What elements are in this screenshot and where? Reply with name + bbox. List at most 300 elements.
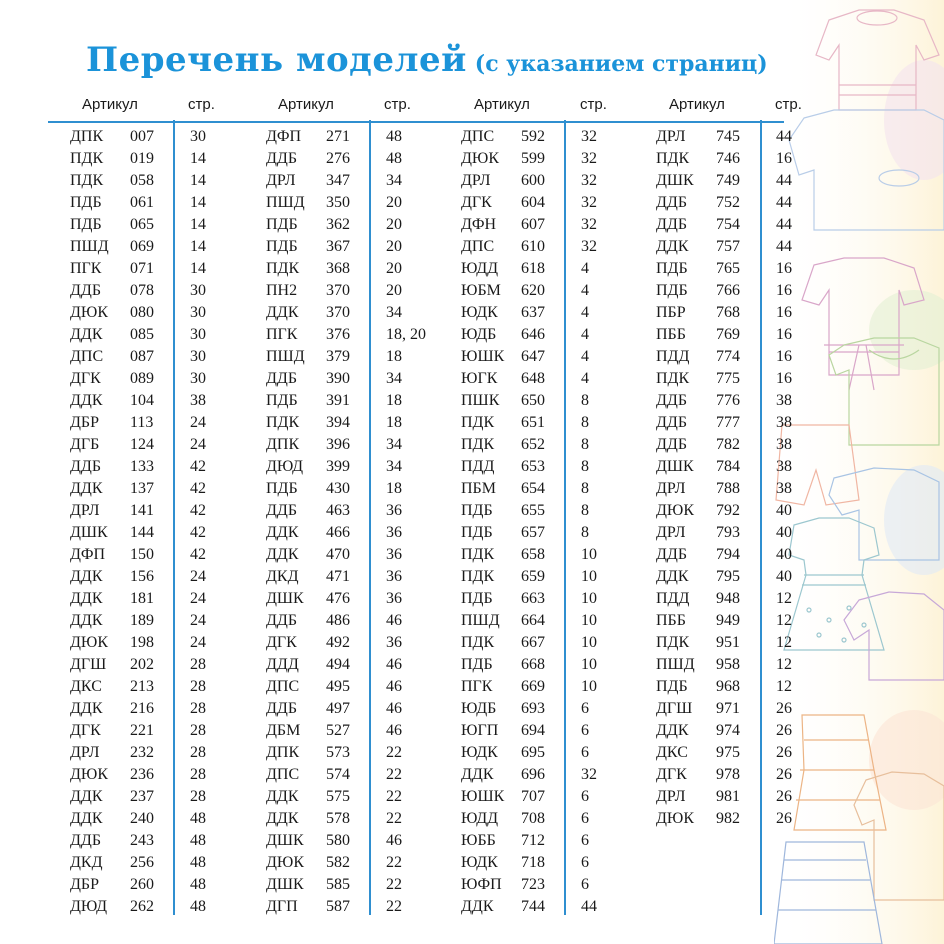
model-number: 695 <box>521 744 545 761</box>
page-number: 6 <box>581 832 589 849</box>
model-number: 658 <box>521 546 545 563</box>
page-number: 46 <box>386 700 402 717</box>
model-code: ДПК <box>70 128 104 145</box>
model-number: 775 <box>716 370 740 387</box>
page-number: 16 <box>776 150 792 167</box>
model-code: ДПК <box>266 436 300 453</box>
model-code: ПДБ <box>266 216 298 233</box>
model-code: ПДК <box>70 172 104 189</box>
model-number: 948 <box>716 590 740 607</box>
page-number: 40 <box>776 546 792 563</box>
model-code: ПББ <box>656 612 686 629</box>
model-code: ЮДБ <box>461 326 497 343</box>
page-number: 4 <box>581 348 589 365</box>
model-code: ДГК <box>70 370 101 387</box>
model-number: 655 <box>521 502 545 519</box>
model-number: 776 <box>716 392 740 409</box>
model-number: 391 <box>326 392 350 409</box>
page-number: 22 <box>386 898 402 915</box>
model-code: ПДК <box>266 414 300 431</box>
model-number: 189 <box>130 612 154 629</box>
page-number: 24 <box>190 590 206 607</box>
page-number: 36 <box>386 568 402 585</box>
model-number: 104 <box>130 392 154 409</box>
model-code: ДДБ <box>656 194 688 211</box>
model-code: ПДБ <box>70 216 102 233</box>
model-number: 492 <box>326 634 350 651</box>
column-divider <box>760 120 762 915</box>
garment-sketches-decoration <box>774 0 944 944</box>
model-number: 788 <box>716 480 740 497</box>
page-number: 12 <box>776 678 792 695</box>
model-code: ДРЛ <box>656 480 686 497</box>
page-number: 18 <box>386 392 402 409</box>
page-number: 42 <box>190 524 206 541</box>
model-number: 394 <box>326 414 350 431</box>
model-number: 620 <box>521 282 545 299</box>
model-number: 582 <box>326 854 350 871</box>
model-code: ДДБ <box>70 458 102 475</box>
model-number: 712 <box>521 832 545 849</box>
page-number: 26 <box>776 810 792 827</box>
model-code: ДДБ <box>656 436 688 453</box>
model-number: 974 <box>716 722 740 739</box>
page-number: 46 <box>386 678 402 695</box>
model-number: 527 <box>326 722 350 739</box>
model-number: 975 <box>716 744 740 761</box>
page-number: 16 <box>776 370 792 387</box>
model-code: ДДК <box>656 238 689 255</box>
model-number: 982 <box>716 810 740 827</box>
model-code: ДЮК <box>266 854 305 871</box>
page-number: 48 <box>190 876 206 893</box>
model-code: ДПС <box>461 238 495 255</box>
model-number: 768 <box>716 304 740 321</box>
model-number: 654 <box>521 480 545 497</box>
model-number: 202 <box>130 656 154 673</box>
column-header-article: Артикул <box>278 96 334 113</box>
model-code: ПН2 <box>266 282 298 299</box>
page-number: 8 <box>581 414 589 431</box>
model-number: 607 <box>521 216 545 233</box>
model-number: 580 <box>326 832 350 849</box>
model-code: ДДБ <box>266 370 298 387</box>
page-number: 20 <box>386 238 402 255</box>
page-number: 44 <box>776 194 792 211</box>
column-header-page: стр. <box>188 96 215 113</box>
page-number: 46 <box>386 612 402 629</box>
model-code: ДФП <box>266 128 302 145</box>
page-number: 44 <box>776 128 792 145</box>
model-number: 765 <box>716 260 740 277</box>
page-number: 22 <box>386 854 402 871</box>
page-number: 44 <box>776 238 792 255</box>
model-number: 604 <box>521 194 545 211</box>
model-code: ДРЛ <box>266 172 296 189</box>
page-number: 18 <box>386 480 402 497</box>
model-code: ЮДК <box>461 854 498 871</box>
model-number: 784 <box>716 458 740 475</box>
model-code: ДЮК <box>656 810 695 827</box>
model-code: ДДБ <box>656 414 688 431</box>
model-code: ДКС <box>656 744 688 761</box>
model-number: 958 <box>716 656 740 673</box>
model-code: ЮДК <box>461 744 498 761</box>
page-number: 26 <box>776 788 792 805</box>
model-code: ПДК <box>70 150 104 167</box>
page-number: 10 <box>581 612 597 629</box>
page-number: 32 <box>581 172 597 189</box>
model-number: 379 <box>326 348 350 365</box>
model-code: ДШК <box>266 590 304 607</box>
model-number: 754 <box>716 216 740 233</box>
model-number: 156 <box>130 568 154 585</box>
model-code: ПДБ <box>266 238 298 255</box>
model-number: 213 <box>130 678 154 695</box>
model-number: 971 <box>716 700 740 717</box>
model-number: 367 <box>326 238 350 255</box>
page-number: 28 <box>190 656 206 673</box>
model-code: ДГШ <box>656 700 693 717</box>
page-number: 10 <box>581 656 597 673</box>
model-number: 774 <box>716 348 740 365</box>
model-code: ПДБ <box>461 590 493 607</box>
model-code: ЮДД <box>461 260 499 277</box>
model-number: 757 <box>716 238 740 255</box>
page-number: 38 <box>776 436 792 453</box>
page-number: 20 <box>386 282 402 299</box>
column-divider <box>173 120 175 915</box>
page-number: 42 <box>190 546 206 563</box>
page-number: 46 <box>386 656 402 673</box>
model-number: 271 <box>326 128 350 145</box>
model-number: 981 <box>716 788 740 805</box>
page-number: 34 <box>386 172 402 189</box>
model-number: 232 <box>130 744 154 761</box>
model-code: ДЮД <box>70 898 108 915</box>
model-code: ДДК <box>266 810 299 827</box>
model-code: ПДК <box>461 414 495 431</box>
page-number: 48 <box>386 150 402 167</box>
model-number: 396 <box>326 436 350 453</box>
model-code: ПБР <box>656 304 686 321</box>
page-number: 8 <box>581 480 589 497</box>
page-number: 6 <box>581 700 589 717</box>
model-code: ДДБ <box>266 700 298 717</box>
model-code: ЮФП <box>461 876 502 893</box>
model-code: ПДК <box>461 436 495 453</box>
model-number: 080 <box>130 304 154 321</box>
header-divider <box>48 121 784 123</box>
column-header-article: Артикул <box>82 96 138 113</box>
model-code: ПШД <box>461 612 500 629</box>
page-number: 40 <box>776 524 792 541</box>
page-number: 32 <box>581 766 597 783</box>
model-number: 968 <box>716 678 740 695</box>
model-number: 216 <box>130 700 154 717</box>
model-code: ПДК <box>461 634 495 651</box>
model-number: 370 <box>326 304 350 321</box>
page-number: 42 <box>190 480 206 497</box>
model-code: ДГП <box>266 898 298 915</box>
page-number: 10 <box>581 590 597 607</box>
model-number: 978 <box>716 766 740 783</box>
model-number: 470 <box>326 546 350 563</box>
model-code: ДПС <box>70 348 104 365</box>
page-number: 34 <box>386 458 402 475</box>
page-number: 16 <box>776 348 792 365</box>
model-code: ПДК <box>656 150 690 167</box>
page-number: 38 <box>776 414 792 431</box>
model-code: ПШД <box>266 348 305 365</box>
model-number: 592 <box>521 128 545 145</box>
model-code: ПББ <box>656 326 686 343</box>
page-number: 8 <box>581 436 589 453</box>
model-code: ДДК <box>656 722 689 739</box>
model-code: ПШК <box>461 392 500 409</box>
model-code: ЮББ <box>461 832 496 849</box>
model-code: ПДБ <box>266 480 298 497</box>
model-code: ДДК <box>266 546 299 563</box>
page-number: 24 <box>190 612 206 629</box>
model-number: 650 <box>521 392 545 409</box>
page-number: 12 <box>776 634 792 651</box>
page-number: 10 <box>581 678 597 695</box>
model-code: ЮДД <box>461 810 499 827</box>
model-code: ДШК <box>266 832 304 849</box>
model-code: ДДБ <box>70 832 102 849</box>
page-number: 36 <box>386 546 402 563</box>
model-number: 745 <box>716 128 740 145</box>
page-number: 28 <box>190 722 206 739</box>
page-number: 10 <box>581 546 597 563</box>
model-number: 777 <box>716 414 740 431</box>
model-code: ЮДБ <box>461 700 497 717</box>
model-code: ДЮК <box>70 304 109 321</box>
model-number: 637 <box>521 304 545 321</box>
model-number: 181 <box>130 590 154 607</box>
model-code: ДДК <box>70 810 103 827</box>
model-number: 399 <box>326 458 350 475</box>
page-number: 38 <box>190 392 206 409</box>
page-number: 48 <box>190 832 206 849</box>
model-code: ДДК <box>656 568 689 585</box>
model-code: ДДК <box>70 788 103 805</box>
model-number: 667 <box>521 634 545 651</box>
model-code: ДДК <box>70 326 103 343</box>
model-number: 262 <box>130 898 154 915</box>
model-number: 071 <box>130 260 154 277</box>
page-number: 8 <box>581 392 589 409</box>
page-number: 22 <box>386 810 402 827</box>
model-number: 723 <box>521 876 545 893</box>
model-number: 707 <box>521 788 545 805</box>
column-header-article: Артикул <box>669 96 725 113</box>
model-code: ПДК <box>656 370 690 387</box>
page-number: 6 <box>581 722 589 739</box>
column-header-page: стр. <box>384 96 411 113</box>
page-number: 24 <box>190 414 206 431</box>
model-code: ДКД <box>70 854 103 871</box>
model-number: 237 <box>130 788 154 805</box>
page-number: 12 <box>776 656 792 673</box>
model-number: 390 <box>326 370 350 387</box>
model-code: ПГК <box>70 260 102 277</box>
model-code: ПДК <box>656 634 690 651</box>
page-number: 14 <box>190 194 206 211</box>
model-number: 471 <box>326 568 350 585</box>
model-number: 600 <box>521 172 545 189</box>
model-number: 463 <box>326 502 350 519</box>
page-number: 42 <box>190 458 206 475</box>
page-number: 48 <box>190 898 206 915</box>
model-number: 065 <box>130 216 154 233</box>
model-code: ДЮК <box>70 766 109 783</box>
model-code: ПДБ <box>461 656 493 673</box>
model-number: 019 <box>130 150 154 167</box>
model-number: 061 <box>130 194 154 211</box>
page-number: 24 <box>190 568 206 585</box>
page-number: 22 <box>386 876 402 893</box>
page-number: 40 <box>776 568 792 585</box>
page-number: 22 <box>386 744 402 761</box>
page-number: 8 <box>581 458 589 475</box>
model-number: 350 <box>326 194 350 211</box>
model-code: ПДК <box>461 568 495 585</box>
page-number: 42 <box>190 502 206 519</box>
model-code: ДДК <box>266 788 299 805</box>
page-number: 4 <box>581 282 589 299</box>
page-number: 36 <box>386 524 402 541</box>
model-number: 646 <box>521 326 545 343</box>
model-code: ПГК <box>266 326 298 343</box>
page-number: 32 <box>581 216 597 233</box>
page-number: 18 <box>386 414 402 431</box>
model-code: ПДД <box>656 590 690 607</box>
model-number: 610 <box>521 238 545 255</box>
model-code: ДРЛ <box>461 172 491 189</box>
model-number: 663 <box>521 590 545 607</box>
model-number: 124 <box>130 436 154 453</box>
page-number: 34 <box>386 370 402 387</box>
model-number: 198 <box>130 634 154 651</box>
page-number: 26 <box>776 722 792 739</box>
model-code: ДДК <box>70 612 103 629</box>
model-number: 370 <box>326 282 350 299</box>
page-number: 12 <box>776 612 792 629</box>
model-number: 648 <box>521 370 545 387</box>
page-number: 4 <box>581 370 589 387</box>
model-code: ДШК <box>656 172 694 189</box>
model-number: 795 <box>716 568 740 585</box>
model-number: 087 <box>130 348 154 365</box>
model-number: 696 <box>521 766 545 783</box>
model-code: ДЮК <box>461 150 500 167</box>
page-number: 34 <box>386 304 402 321</box>
model-number: 652 <box>521 436 545 453</box>
page-number: 20 <box>386 194 402 211</box>
model-number: 668 <box>521 656 545 673</box>
model-number: 362 <box>326 216 350 233</box>
page-number: 28 <box>190 766 206 783</box>
model-number: 949 <box>716 612 740 629</box>
model-code: ДПС <box>461 128 495 145</box>
model-code: ПДБ <box>266 392 298 409</box>
model-number: 347 <box>326 172 350 189</box>
model-number: 708 <box>521 810 545 827</box>
model-number: 578 <box>326 810 350 827</box>
model-number: 746 <box>716 150 740 167</box>
model-number: 495 <box>326 678 350 695</box>
page-number: 32 <box>581 150 597 167</box>
model-number: 113 <box>130 414 154 431</box>
model-code: ДДК <box>266 524 299 541</box>
model-code: ДДК <box>70 590 103 607</box>
model-number: 951 <box>716 634 740 651</box>
model-code: ДФН <box>461 216 497 233</box>
model-code: ПШД <box>70 238 109 255</box>
model-code: ДДБ <box>70 282 102 299</box>
page-number: 18 <box>386 348 402 365</box>
model-code: ДРЛ <box>70 502 100 519</box>
page-number: 14 <box>190 238 206 255</box>
model-code: ДРЛ <box>70 744 100 761</box>
model-number: 078 <box>130 282 154 299</box>
page-number: 20 <box>386 260 402 277</box>
page-number: 10 <box>581 634 597 651</box>
model-code: ДДК <box>70 700 103 717</box>
model-number: 144 <box>130 524 154 541</box>
model-code: ДБР <box>70 876 99 893</box>
model-number: 618 <box>521 260 545 277</box>
model-code: ДДБ <box>266 502 298 519</box>
model-number: 574 <box>326 766 350 783</box>
page-number: 48 <box>386 128 402 145</box>
model-code: ДГК <box>70 722 101 739</box>
page-number: 28 <box>190 678 206 695</box>
model-code: ЮГК <box>461 370 498 387</box>
model-number: 585 <box>326 876 350 893</box>
page-number: 12 <box>776 590 792 607</box>
page-number: 26 <box>776 766 792 783</box>
model-code: ПДБ <box>656 678 688 695</box>
title-main: Перечень моделей <box>86 40 467 80</box>
model-number: 497 <box>326 700 350 717</box>
model-number: 236 <box>130 766 154 783</box>
model-code: ПБМ <box>461 480 496 497</box>
model-code: ДЮК <box>70 634 109 651</box>
page-number: 30 <box>190 348 206 365</box>
model-number: 260 <box>130 876 154 893</box>
model-code: ПГК <box>461 678 493 695</box>
page-number: 48 <box>190 810 206 827</box>
model-number: 693 <box>521 700 545 717</box>
page-number: 8 <box>581 502 589 519</box>
model-code: ДБМ <box>266 722 301 739</box>
page-number: 46 <box>386 722 402 739</box>
page-number: 36 <box>386 502 402 519</box>
page-number: 8 <box>581 524 589 541</box>
model-code: ДКД <box>266 568 299 585</box>
page-number: 36 <box>386 634 402 651</box>
page-number: 38 <box>776 458 792 475</box>
page-number: 16 <box>776 304 792 321</box>
model-number: 376 <box>326 326 350 343</box>
page-number: 28 <box>190 744 206 761</box>
model-code: ДРЛ <box>656 524 686 541</box>
model-number: 221 <box>130 722 154 739</box>
model-code: ДГК <box>266 634 297 651</box>
